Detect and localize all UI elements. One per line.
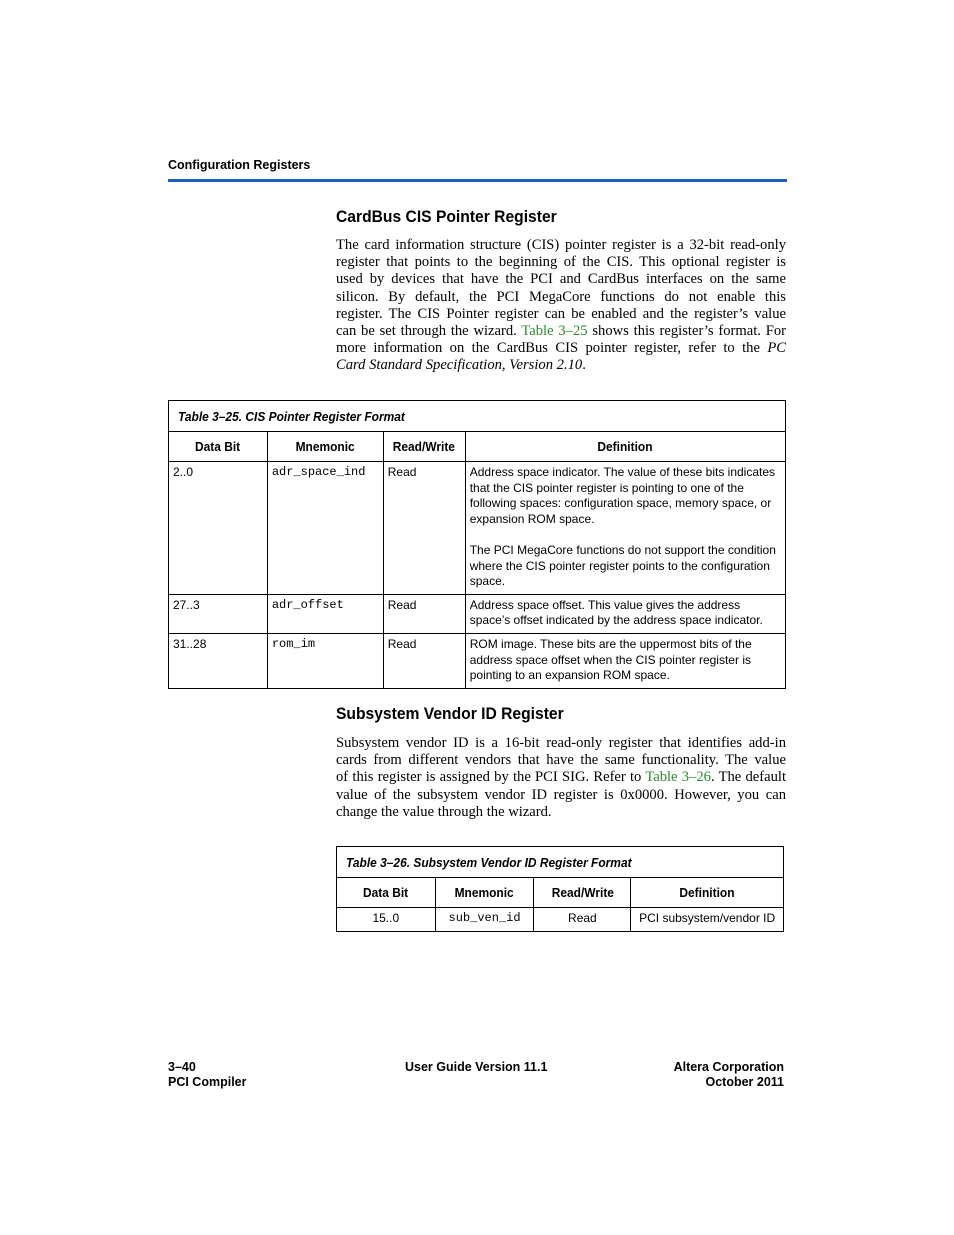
column-header: Data Bit bbox=[169, 432, 268, 462]
section-heading-subsystem-vendor: Subsystem Vendor ID Register bbox=[336, 704, 564, 723]
data-bit-cell: 31..28 bbox=[169, 633, 268, 688]
cis-pointer-table bbox=[168, 400, 786, 689]
data-bit-cell: 27..3 bbox=[169, 594, 268, 633]
para-line bbox=[336, 357, 786, 374]
section-heading-cis: CardBus CIS Pointer Register bbox=[336, 207, 557, 226]
mnemonic-cell: rom_im bbox=[267, 633, 383, 688]
para-line: Subsystem vendor ID is a 16-bit read-only register that identifies add-in bbox=[336, 735, 786, 751]
column-header: Data Bit bbox=[337, 878, 436, 908]
read-write-cell: Read bbox=[534, 908, 631, 932]
data-bit-cell: 15..0 bbox=[337, 908, 436, 932]
para-line bbox=[336, 340, 786, 357]
para-line: The card information structure (CIS) pointer register is a 32-bit read-only bbox=[336, 237, 786, 253]
para-line: value of the subsystem vendor ID register is 0x0000. However, you can bbox=[336, 786, 786, 803]
table-3-26-link[interactable]: Table 3–26 bbox=[645, 769, 711, 786]
definition-cell: Address space offset. This value gives the address space’s offset indicated by the address space indicator. bbox=[465, 594, 785, 633]
para-text: . The default bbox=[710, 769, 787, 786]
table-row bbox=[169, 462, 786, 595]
table-header-row bbox=[337, 878, 784, 908]
column-header: Definition bbox=[631, 878, 784, 908]
product-name: PCI Compiler bbox=[168, 1075, 247, 1089]
guide-version: User Guide Version 11.1 bbox=[405, 1060, 548, 1074]
para-text: shows this register’s format. For bbox=[587, 323, 786, 340]
para-text: can be set through the wizard. bbox=[336, 323, 522, 340]
read-write-cell: Read bbox=[383, 594, 465, 633]
para-line: register that points to the beginning of the CIS. This optional register is bbox=[336, 254, 786, 271]
para-line: used by devices that have the PCI and CardBus interfaces on the same bbox=[336, 271, 786, 288]
para-line: register. The CIS Pointer register can be enabled and the register’s value bbox=[336, 305, 786, 322]
mnemonic-cell: adr_space_ind bbox=[267, 462, 383, 595]
definition-cell: ROM image. These bits are the uppermost bits of the address space offset when the CIS pointer register is pointing to an expansion ROM space. bbox=[465, 633, 785, 688]
table-3-25-link[interactable]: Table 3–25 bbox=[521, 323, 588, 340]
running-header: Configuration Registers bbox=[168, 158, 311, 172]
table-caption: Table 3–25. CIS Pointer Register Format bbox=[169, 401, 786, 432]
para-text: of this register is assigned by the PCI SIG. Refer to bbox=[336, 769, 646, 786]
para-text: . bbox=[582, 357, 586, 374]
header-rule bbox=[168, 179, 787, 182]
subsystem-vendor-table bbox=[336, 846, 784, 932]
spec-title-text: Card Standard Specification, Version 2.10 bbox=[336, 357, 583, 374]
definition-text: Address space indicator. The value of these bits indicates that the CIS pointer register is pointing to one of the following spaces: configuration space, memory space, or expansion ROM space. bbox=[469, 465, 776, 526]
mnemonic-cell: adr_offset bbox=[267, 594, 383, 633]
column-header: Mnemonic bbox=[267, 432, 383, 462]
column-header: Read/Write bbox=[534, 878, 631, 908]
para-line: change the value through the wizard. bbox=[336, 803, 552, 820]
read-write-cell: Read bbox=[383, 633, 465, 688]
data-bit-cell: 2..0 bbox=[169, 462, 268, 595]
column-header: Mnemonic bbox=[435, 878, 534, 908]
para-text: more information on the CardBus CIS pointer register, refer to the bbox=[336, 340, 768, 357]
mnemonic-cell: sub_ven_id bbox=[435, 908, 534, 932]
publication-date: October 2011 bbox=[705, 1075, 784, 1089]
table-header-row bbox=[169, 432, 786, 462]
paragraph-subsystem-vendor bbox=[336, 735, 786, 821]
para-line bbox=[336, 323, 786, 340]
spec-title-text: PC bbox=[767, 340, 786, 357]
table-caption: Table 3–26. Subsystem Vendor ID Register Format bbox=[337, 847, 784, 878]
paragraph-cis bbox=[336, 237, 786, 375]
definition-text: The PCI MegaCore functions do not support the condition where the CIS pointer register points to the configuration space. bbox=[469, 542, 776, 589]
definition-cell: PCI subsystem/vendor ID bbox=[631, 908, 784, 932]
column-header: Read/Write bbox=[383, 432, 465, 462]
column-header: Definition bbox=[465, 432, 785, 462]
table-row bbox=[169, 633, 786, 688]
page-number: 3–40 bbox=[168, 1060, 196, 1074]
table-row bbox=[169, 594, 786, 633]
read-write-cell: Read bbox=[383, 462, 465, 595]
table-row bbox=[337, 908, 784, 932]
company-name: Altera Corporation bbox=[673, 1060, 784, 1074]
para-line: silicon. By default, the PCI MegaCore functions do not enable this bbox=[336, 288, 786, 305]
para-line: cards from different vendors that have the same functionality. The value bbox=[336, 752, 786, 769]
para-line bbox=[336, 769, 786, 786]
definition-cell bbox=[465, 462, 785, 595]
